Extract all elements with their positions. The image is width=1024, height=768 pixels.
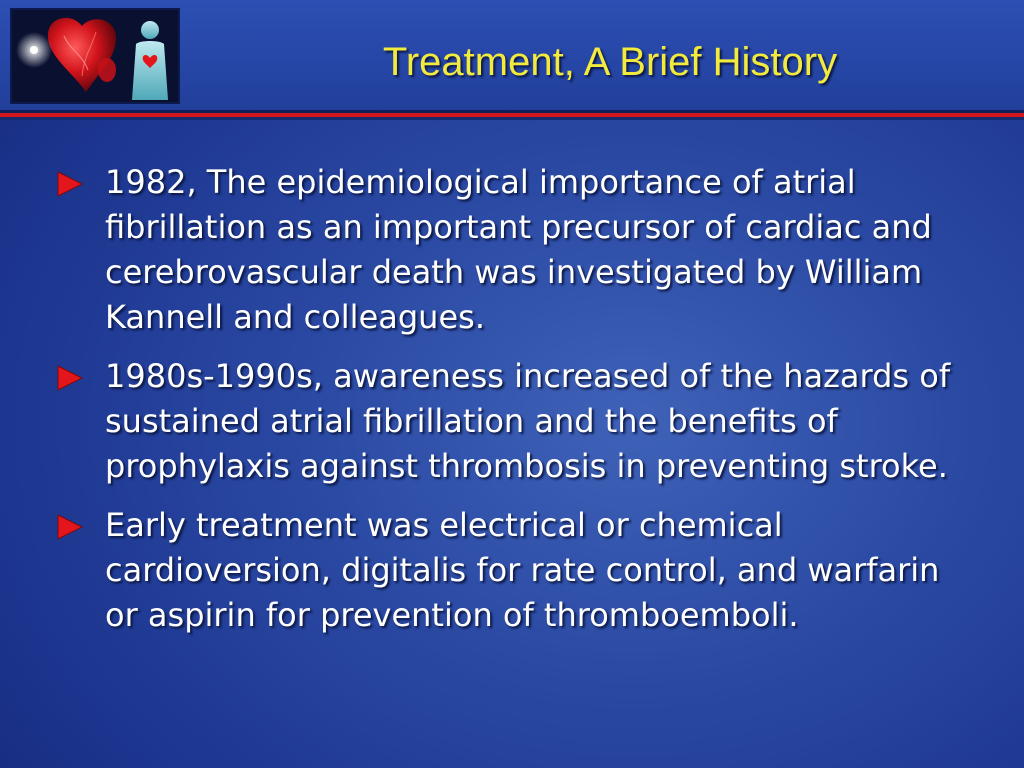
slide-title: Treatment, A Brief History [382, 40, 838, 84]
red-triangle-bullet-icon [56, 164, 84, 202]
bullet-text: Early treatment was electrical or chemical cardioversion, digitalis for rate control, and warfarin or aspirin for prevention of thromboemboli. [105, 506, 940, 634]
header-divider-shadow [0, 117, 1024, 120]
bullet-text: 1980s-1990s, awareness increased of the hazards of sustained atrial fibrillation and the benefits of prophylaxis against thrombosis in preventing stroke. [105, 357, 951, 485]
red-triangle-bullet-icon [56, 507, 84, 545]
bullet-text: 1982, The epidemiological importance of atrial fibrillation as an important precursor of cardiac and cerebrovascular death was investigated by William Kannell and colleagues. [105, 163, 932, 336]
bullet-item [54, 503, 974, 638]
bullet-item [54, 354, 974, 489]
heart-and-figure-icon [10, 8, 180, 104]
red-triangle-bullet-icon [56, 358, 84, 396]
bullet-list [54, 160, 974, 652]
bullet-item [54, 160, 974, 340]
